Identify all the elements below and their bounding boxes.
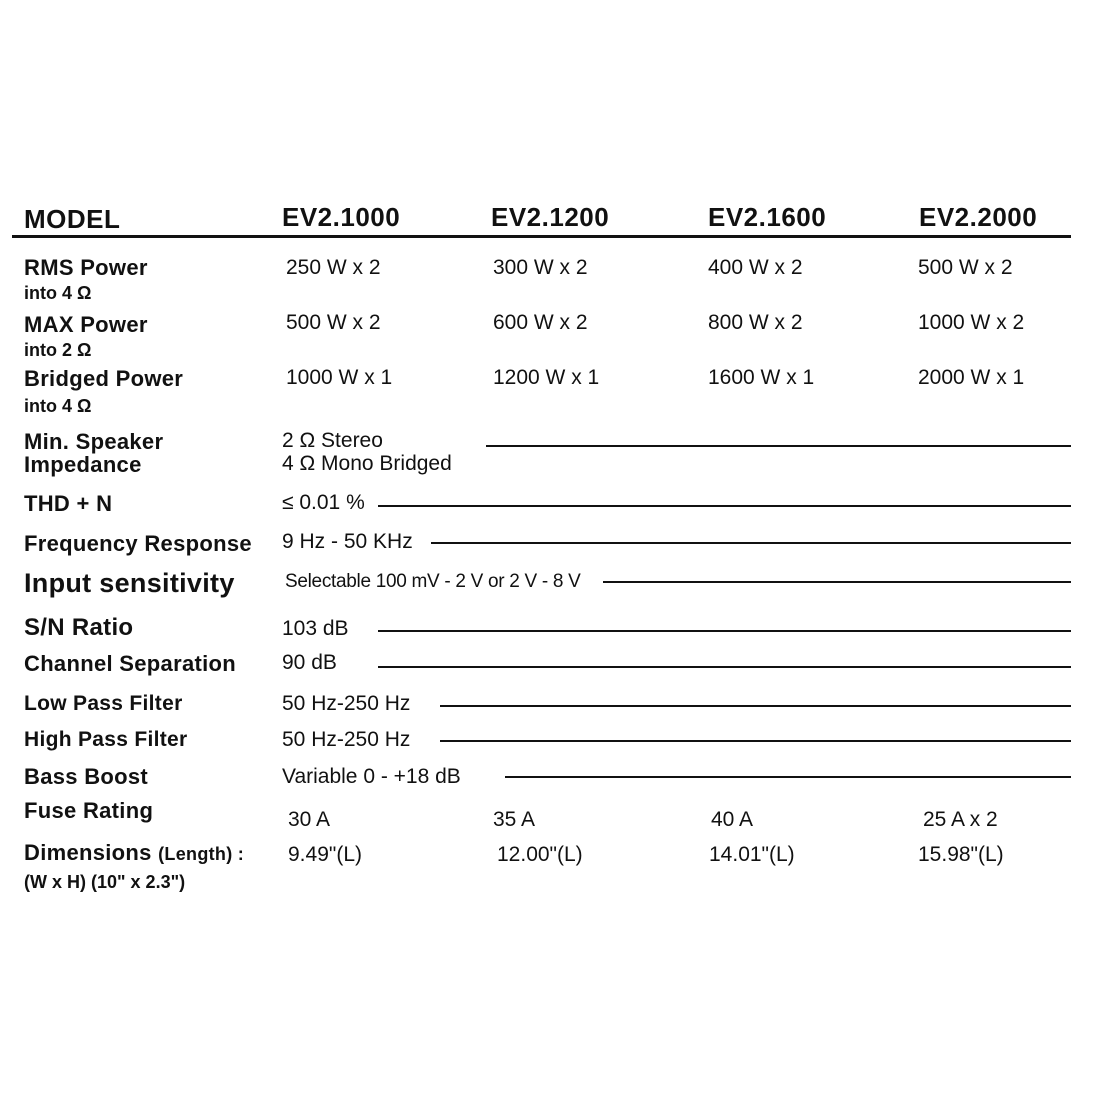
bridged-value-2: 1200 W x 1 <box>493 366 600 389</box>
impedance-value-stereo: 2 Ω Stereo <box>282 429 383 452</box>
sn-ratio-label: S/N Ratio <box>24 614 134 641</box>
high-pass-filter-value: 50 Hz-250 Hz <box>282 728 411 751</box>
bass-boost-value: Variable 0 - +18 dB <box>282 765 461 788</box>
impedance-value-bridged: 4 Ω Mono Bridged <box>282 452 452 475</box>
impedance-label-line1: Min. Speaker <box>24 429 164 454</box>
model-name-2: EV2.1200 <box>491 202 610 232</box>
low-pass-filter-value: 50 Hz-250 Hz <box>282 692 411 715</box>
max-power-sub: into 2 Ω <box>24 340 92 360</box>
rms-power-label: RMS Power <box>24 255 148 280</box>
frequency-response-value: 9 Hz - 50 KHz <box>282 530 413 553</box>
sn-ratio-value: 103 dB <box>282 617 349 640</box>
thd-label: THD + N <box>24 491 113 516</box>
input-sensitivity-value: Selectable 100 mV - 2 V or 2 V - 8 V <box>285 571 581 592</box>
bass-boost-leader-line <box>505 776 1071 778</box>
fuse-value-4: 25 A x 2 <box>923 808 998 831</box>
bridged-value-3: 1600 W x 1 <box>708 366 815 389</box>
sn-ratio-leader-line <box>378 630 1071 632</box>
fuse-value-2: 35 A <box>493 808 536 831</box>
low-pass-filter-leader-line <box>440 705 1071 707</box>
channel-separation-value: 90 dB <box>282 651 337 674</box>
dimensions-value-1: 9.49"(L) <box>288 843 362 866</box>
rms-value-2: 300 W x 2 <box>493 256 588 279</box>
fuse-value-3: 40 A <box>711 808 754 831</box>
frequency-response-label: Frequency Response <box>24 531 252 556</box>
frequency-leader-line <box>431 542 1071 544</box>
dimensions-label <box>24 840 244 866</box>
dimensions-label-length: (Length) : <box>158 844 245 864</box>
max-value-1: 500 W x 2 <box>286 311 381 334</box>
max-value-2: 600 W x 2 <box>493 311 588 334</box>
high-pass-filter-leader-line <box>440 740 1071 742</box>
bridged-value-4: 2000 W x 1 <box>918 366 1025 389</box>
bridged-power-label: Bridged Power <box>24 366 184 391</box>
rms-value-1: 250 W x 2 <box>286 256 381 279</box>
max-power-label: MAX Power <box>24 312 148 337</box>
dimensions-sub: (W x H) (10" x 2.3") <box>24 872 186 892</box>
high-pass-filter-label: High Pass Filter <box>24 728 188 751</box>
header-rule <box>12 235 1071 238</box>
dimensions-label-main: Dimensions <box>24 840 152 865</box>
max-value-3: 800 W x 2 <box>708 311 803 334</box>
model-header-label: MODEL <box>24 204 121 234</box>
fuse-rating-label: Fuse Rating <box>24 798 154 823</box>
model-name-1: EV2.1000 <box>282 202 401 232</box>
thd-leader-line <box>378 505 1071 507</box>
bridged-power-sub: into 4 Ω <box>24 396 92 416</box>
input-sensitivity-leader-line <box>603 581 1071 583</box>
rms-value-3: 400 W x 2 <box>708 256 803 279</box>
max-value-4: 1000 W x 2 <box>918 311 1025 334</box>
channel-separation-label: Channel Separation <box>24 651 236 676</box>
thd-value: ≤ 0.01 % <box>282 491 365 514</box>
rms-value-4: 500 W x 2 <box>918 256 1013 279</box>
impedance-label-line2: Impedance <box>24 452 142 477</box>
low-pass-filter-label: Low Pass Filter <box>24 692 183 715</box>
bass-boost-label: Bass Boost <box>24 764 149 789</box>
impedance-leader-line <box>486 445 1071 447</box>
model-name-3: EV2.1600 <box>708 202 827 232</box>
dimensions-value-3: 14.01"(L) <box>709 843 795 866</box>
rms-power-sub: into 4 Ω <box>24 283 92 303</box>
channel-separation-leader-line <box>378 666 1071 668</box>
bridged-value-1: 1000 W x 1 <box>286 366 393 389</box>
fuse-value-1: 30 A <box>288 808 331 831</box>
dimensions-value-4: 15.98"(L) <box>918 843 1004 866</box>
dimensions-value-2: 12.00"(L) <box>497 843 583 866</box>
model-name-4: EV2.2000 <box>919 202 1038 232</box>
input-sensitivity-label: Input sensitivity <box>24 568 235 598</box>
